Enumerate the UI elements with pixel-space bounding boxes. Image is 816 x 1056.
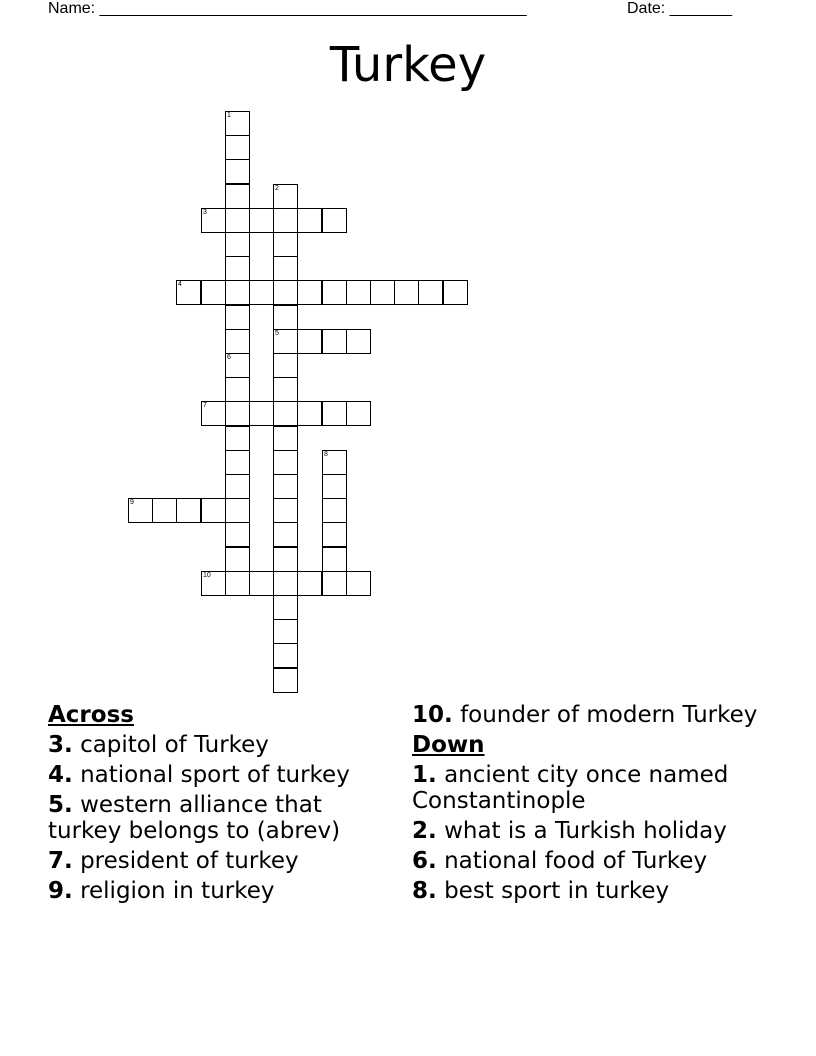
grid-cell	[225, 474, 250, 499]
grid-cell	[225, 232, 250, 257]
clue-number: 6.	[412, 848, 437, 874]
cell-number: 4	[178, 281, 182, 288]
grid-cell	[273, 329, 298, 354]
across-clue	[48, 732, 398, 758]
page-title: Turkey	[329, 37, 487, 93]
grid-cell	[249, 401, 274, 426]
grid-cell	[346, 329, 371, 354]
clue-text: capitol of Turkey	[80, 732, 269, 758]
grid-cell	[225, 571, 250, 596]
clues-right-column	[412, 702, 782, 908]
grid-cell	[273, 547, 298, 572]
grid-cell	[225, 450, 250, 475]
grid-cell	[346, 571, 371, 596]
clue-text: what is a Turkish holiday	[444, 818, 727, 844]
clue-text: best sport in turkey	[444, 878, 670, 904]
down-clue	[412, 848, 782, 874]
across-clue	[48, 878, 398, 904]
grid-cell	[273, 522, 298, 547]
grid-cell	[273, 305, 298, 330]
grid-cell	[225, 305, 250, 330]
clue-text: national sport of turkey	[80, 762, 350, 788]
clue-text: religion in turkey	[80, 878, 275, 904]
clue-text: founder of modern Turkey	[460, 702, 758, 728]
grid-cell	[418, 280, 443, 305]
name-field-label: Name: ________________________________________________	[48, 0, 527, 17]
cell-number: 5	[275, 330, 279, 337]
grid-cell	[201, 571, 226, 596]
down-clue	[412, 818, 782, 844]
grid-cell	[225, 256, 250, 281]
grid-cell	[273, 280, 298, 305]
clue-text: ancient city once named Constantinople	[412, 762, 729, 814]
grid-cell	[273, 498, 298, 523]
grid-cell	[273, 643, 298, 668]
grid-cell	[201, 208, 226, 233]
grid-cell	[273, 208, 298, 233]
grid-cell	[225, 401, 250, 426]
grid-cell	[273, 377, 298, 402]
grid-cell	[297, 280, 322, 305]
cell-number: 3	[203, 209, 207, 216]
grid-cell	[322, 571, 347, 596]
across-clue	[48, 762, 398, 788]
grid-cell	[249, 208, 274, 233]
date-field-label: Date: _______	[627, 0, 732, 17]
across-clue	[48, 792, 398, 844]
grid-cell	[225, 280, 250, 305]
grid-cell	[249, 280, 274, 305]
clue-number: 7.	[48, 848, 73, 874]
grid-cell	[273, 256, 298, 281]
cell-number: 2	[275, 185, 279, 192]
grid-cell	[273, 474, 298, 499]
grid-cell	[225, 522, 250, 547]
grid-cell	[273, 401, 298, 426]
cell-number: 8	[324, 451, 328, 458]
cell-number: 9	[130, 499, 134, 506]
clues-left-column	[48, 702, 398, 908]
grid-cell	[201, 401, 226, 426]
grid-cell	[176, 498, 201, 523]
across-heading: Across	[48, 702, 134, 728]
grid-cell	[322, 208, 347, 233]
down-clue	[412, 878, 782, 904]
clue-number: 4.	[48, 762, 73, 788]
grid-cell	[273, 595, 298, 620]
grid-cell	[273, 668, 298, 693]
down-heading: Down	[412, 732, 485, 758]
grid-cell	[273, 450, 298, 475]
grid-cell	[273, 571, 298, 596]
grid-cell	[297, 571, 322, 596]
cell-number: 1	[227, 112, 231, 119]
grid-cell	[297, 329, 322, 354]
grid-cell	[225, 111, 250, 136]
grid-cell	[322, 401, 347, 426]
clue-number: 9.	[48, 878, 73, 904]
cell-number: 10	[203, 572, 211, 579]
grid-cell	[322, 498, 347, 523]
grid-cell	[273, 353, 298, 378]
grid-cell	[443, 280, 468, 305]
grid-cell	[152, 498, 177, 523]
grid-cell	[225, 159, 250, 184]
clue-number: 3.	[48, 732, 73, 758]
grid-cell	[273, 619, 298, 644]
grid-cell	[273, 232, 298, 257]
clue-number: 8.	[412, 878, 437, 904]
grid-cell	[273, 184, 298, 209]
grid-cell	[297, 401, 322, 426]
grid-cell	[322, 474, 347, 499]
cell-number: 7	[203, 402, 207, 409]
grid-cell	[322, 280, 347, 305]
down-clue	[412, 762, 782, 814]
grid-cell	[201, 498, 226, 523]
grid-cell	[225, 426, 250, 451]
grid-cell	[297, 208, 322, 233]
grid-cell	[322, 522, 347, 547]
grid-cell	[225, 208, 250, 233]
grid-cell	[346, 401, 371, 426]
clue-number: 1.	[412, 762, 437, 788]
clue-number: 10.	[412, 702, 453, 728]
grid-cell	[322, 329, 347, 354]
grid-cell	[225, 353, 250, 378]
grid-cell	[322, 450, 347, 475]
across-clue	[48, 848, 398, 874]
clue-number: 5.	[48, 792, 73, 818]
grid-cell	[225, 184, 250, 209]
grid-cell	[322, 547, 347, 572]
grid-cell	[225, 377, 250, 402]
grid-cell	[394, 280, 419, 305]
clue-text: president of turkey	[80, 848, 299, 874]
clue-text: national food of Turkey	[444, 848, 708, 874]
grid-cell	[201, 280, 226, 305]
grid-cell	[176, 280, 201, 305]
across-clue	[412, 702, 782, 728]
grid-cell	[225, 547, 250, 572]
grid-cell	[273, 426, 298, 451]
grid-cell	[370, 280, 395, 305]
grid-cell	[225, 498, 250, 523]
grid-cell	[249, 571, 274, 596]
cell-number: 6	[227, 354, 231, 361]
grid-cell	[346, 280, 371, 305]
grid-cell	[225, 135, 250, 160]
grid-cell	[128, 498, 153, 523]
grid-cell	[225, 329, 250, 354]
clue-text: western alliance that turkey belongs to (abrev)	[48, 792, 341, 844]
clue-number: 2.	[412, 818, 437, 844]
